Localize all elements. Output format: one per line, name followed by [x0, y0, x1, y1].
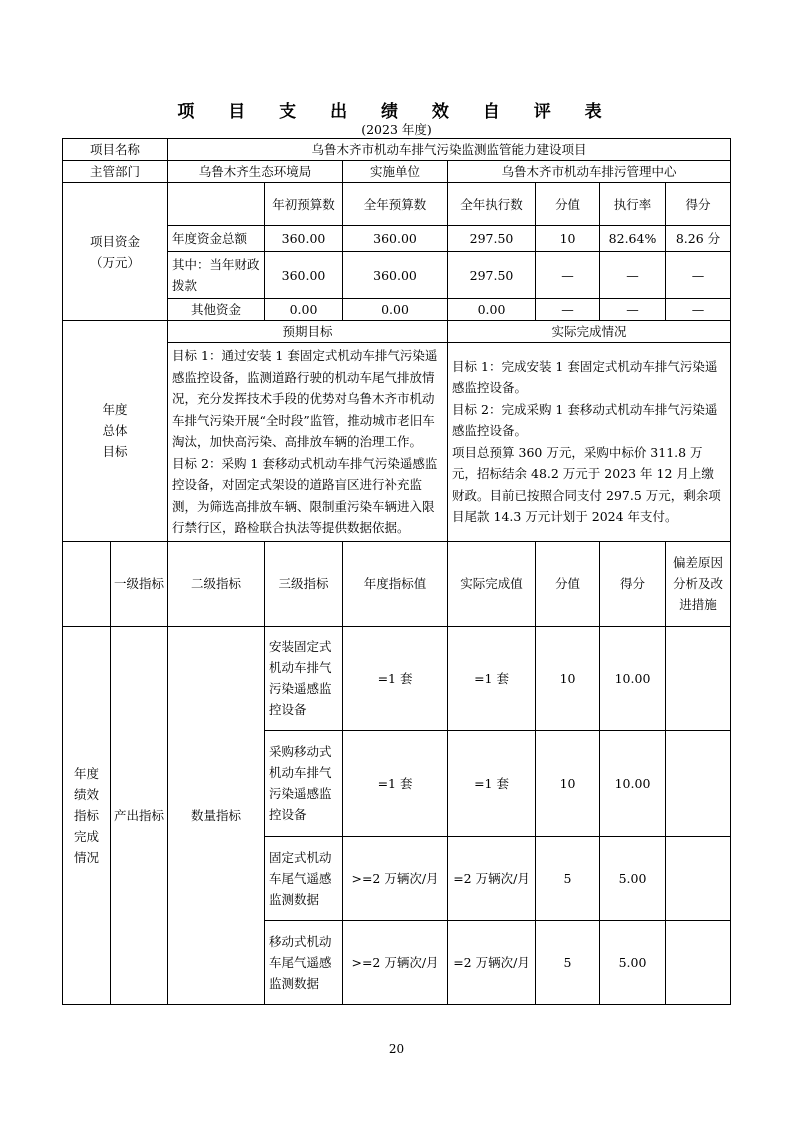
indicator-deviation: [666, 836, 731, 920]
indicator-header-level1: 一级指标: [111, 541, 168, 626]
funds-score: —: [666, 252, 731, 299]
funds-weight: 10: [536, 226, 600, 252]
funds-header-rate: 执行率: [600, 183, 666, 226]
indicator-level3: 固定式机动车尾气遥感监测数据: [265, 836, 343, 920]
indicator-target: >=2 万辆次/月: [343, 836, 448, 920]
indicator-deviation: [666, 626, 731, 730]
funds-section-label: 项目资金 （万元）: [63, 183, 168, 321]
funds-row-label: 其他资金: [168, 299, 265, 321]
indicator-target: =1 套: [343, 730, 448, 836]
funds-rate: —: [600, 299, 666, 321]
indicator-header-level2: 二级指标: [168, 541, 265, 626]
indicator-actual: =2 万辆次/月: [448, 920, 536, 1004]
funds-initial: 0.00: [265, 299, 343, 321]
funds-annual: 0.00: [343, 299, 448, 321]
funds-rate: 82.64%: [600, 226, 666, 252]
indicator-row: [63, 626, 731, 730]
indicator-header-score: 得分: [600, 541, 666, 626]
expected-goals-header: 预期目标: [168, 321, 448, 343]
department-row: [63, 161, 731, 183]
implementer-label: 实施单位: [343, 161, 448, 183]
funds-score: 8.26 分: [666, 226, 731, 252]
indicator-actual: =2 万辆次/月: [448, 836, 536, 920]
funds-executed: 0.00: [448, 299, 536, 321]
expected-goals-text: 目标 1：通过安装 1 套固定式机动车排气污染遥感监控设备，监测道路行驶的机动车尾气排放情况，充分发挥技术手段的优势对乌鲁木齐市机动车排气污染开展“全时段”监管，推动城市老旧车淘汰，加快高污染、高排放车辆的治理工作。 目标 2：采购 1 套移动式机动车排气污染遥感监控设备，对固定式架设的道路盲区进行补充监测，为筛选高排放车辆、限制重污染车辆进入限行禁行区，路检联合执法等提供数据依据。: [168, 343, 448, 542]
indicator-header-row: [63, 541, 731, 626]
indicator-score: 5.00: [600, 920, 666, 1004]
department-value: 乌鲁木齐生态环境局: [168, 161, 343, 183]
department-label: 主管部门: [63, 161, 168, 183]
indicator-weight: 10: [536, 730, 600, 836]
document-subtitle: (2023 年度): [361, 122, 432, 137]
funds-initial: 360.00: [265, 226, 343, 252]
funds-initial: 360.00: [265, 252, 343, 299]
indicator-level3: 移动式机动车尾气遥感监测数据: [265, 920, 343, 1004]
goals-header-row: [63, 321, 731, 343]
funds-row-label: 其中：当年财政拨款: [168, 252, 265, 299]
funds-header-annual: 全年预算数: [343, 183, 448, 226]
funds-header-initial: 年初预算数: [265, 183, 343, 226]
funds-executed: 297.50: [448, 252, 536, 299]
indicator-header-weight: 分值: [536, 541, 600, 626]
project-name-row: [63, 139, 731, 161]
indicator-header-level3: 三级指标: [265, 541, 343, 626]
funds-row-label: 年度资金总额: [168, 226, 265, 252]
funds-annual: 360.00: [343, 226, 448, 252]
performance-table: [62, 138, 731, 1005]
funds-header-weight: 分值: [536, 183, 600, 226]
funds-rate: —: [600, 252, 666, 299]
indicator-weight: 5: [536, 836, 600, 920]
indicator-header-actual: 实际完成值: [448, 541, 536, 626]
funds-header-blank: [168, 183, 265, 226]
actual-goals-text: 目标 1：完成安装 1 套固定式机动车排气污染遥感监控设备。 目标 2：完成采购 1 套移动式机动车排气污染遥感监控设备。 项目总预算 360 万元，采购中标价 311.8 万元，招标结余 48.2 万元于 2023 年 12 月上缴财政。目前已按照合同支付 297.5 万元，剩余项目尾款 14.3 万元计划于 2024 年支付。: [448, 343, 731, 542]
funds-annual: 360.00: [343, 252, 448, 299]
indicator-level3: 采购移动式机动车排气污染遥感监控设备: [265, 730, 343, 836]
goals-section-label: 年度 总体 目标: [63, 321, 168, 542]
indicator-header-blank: [63, 541, 111, 626]
funds-header-score: 得分: [666, 183, 731, 226]
document-title: 项 目 支 出 绩 效 自 评 表: [177, 102, 616, 122]
funds-weight: —: [536, 252, 600, 299]
indicator-score: 5.00: [600, 836, 666, 920]
project-name-label: 项目名称: [63, 139, 168, 161]
funds-header-executed: 全年执行数: [448, 183, 536, 226]
indicator-actual: =1 套: [448, 730, 536, 836]
indicator-target: =1 套: [343, 626, 448, 730]
indicator-target: >=2 万辆次/月: [343, 920, 448, 1004]
project-name-value: 乌鲁木齐市机动车排气污染监测监管能力建设项目: [168, 139, 731, 161]
indicators-section-label: 年度 绩效 指标 完成 情况: [63, 626, 111, 1004]
indicator-score: 10.00: [600, 626, 666, 730]
funds-executed: 297.50: [448, 226, 536, 252]
indicator-level2: 数量指标: [168, 626, 265, 1004]
indicator-header-deviation: 偏差原因分析及改进措施: [666, 541, 731, 626]
indicator-weight: 5: [536, 920, 600, 1004]
actual-goals-header: 实际完成情况: [448, 321, 731, 343]
indicator-deviation: [666, 730, 731, 836]
funds-weight: —: [536, 299, 600, 321]
indicator-deviation: [666, 920, 731, 1004]
implementer-value: 乌鲁木齐市机动车排污管理中心: [448, 161, 731, 183]
indicator-header-target: 年度指标值: [343, 541, 448, 626]
indicator-actual: =1 套: [448, 626, 536, 730]
indicator-weight: 10: [536, 626, 600, 730]
indicator-score: 10.00: [600, 730, 666, 836]
indicator-level1: 产出指标: [111, 626, 168, 1004]
funds-header-row: [63, 183, 731, 226]
funds-score: —: [666, 299, 731, 321]
indicator-level3: 安装固定式机动车排气污染遥感监控设备: [265, 626, 343, 730]
page-number: 20: [388, 1042, 405, 1056]
